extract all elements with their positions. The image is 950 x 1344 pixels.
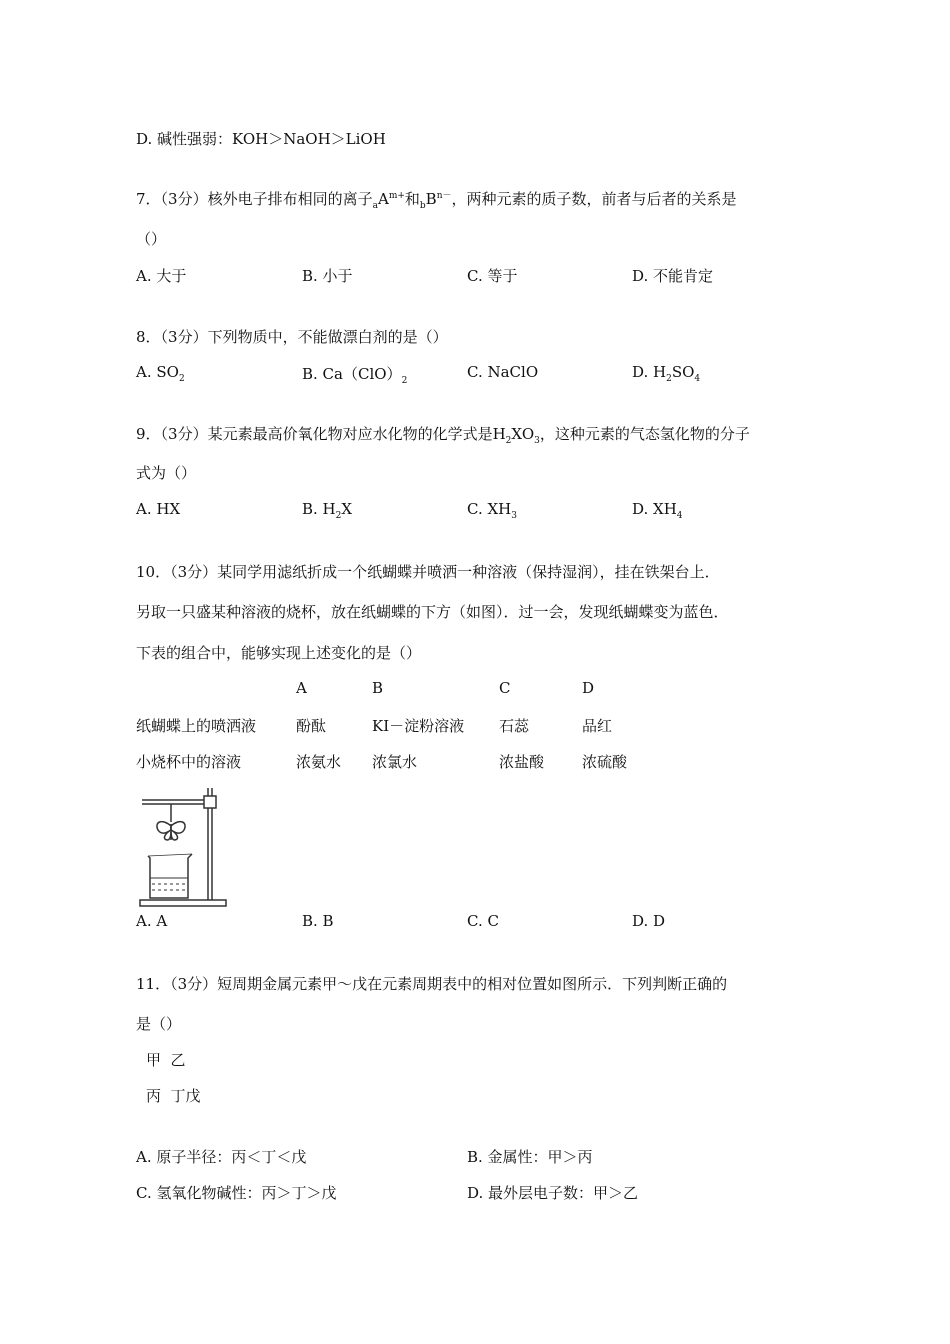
q10-table-row2-d: 浓硫酸 (582, 753, 628, 771)
q7-ion1-prefix: a (372, 201, 378, 211)
q11-option-d: D. 最外层电子数：甲＞乙 (467, 1184, 639, 1202)
q9-stem-text-a: 9．（3分）某元素最高价氧化物对应水化物的化学式是H (136, 425, 506, 443)
q9-option-d-text: D. XH (632, 500, 677, 518)
q10-table-row1-d: 品红 (582, 717, 613, 735)
q8-option-b (302, 363, 407, 384)
q8-option-d-text: D. H (632, 363, 667, 381)
q11-option-b: B. 金属性：甲＞丙 (467, 1148, 593, 1166)
q7-option-b: B. 小于 (302, 267, 353, 285)
q7-option-d: D. 不能肯定 (632, 267, 714, 285)
q8-option-c: C. NaClO (467, 363, 539, 381)
q7-ion2-prefix: b (419, 201, 426, 211)
q8-option-a-text: A. SO (136, 363, 179, 381)
q11-grid-row1: 甲 乙 (146, 1051, 186, 1069)
q10-table-header-c: C (499, 679, 511, 697)
q7-stem (136, 188, 737, 209)
q10-table-row1-label: 纸蝴蝶上的喷洒液 (136, 717, 257, 735)
q7-ion2-base: B (425, 190, 437, 208)
q10-option-a: A. A (136, 912, 168, 930)
beaker (148, 854, 192, 898)
q9-stem-line2: 式为（） (136, 464, 197, 482)
q10-table-row1-c: 石蕊 (499, 717, 530, 735)
q9-stem-text-c: ，这种元素的气态氢化物的分子 (539, 425, 750, 443)
q7-option-a: A. 大于 (136, 267, 187, 285)
q10-stem-line1: 10．（3分）某同学用滤纸折成一个纸蝴蝶并喷洒一种溶液（保持湿润），挂在铁架台上． (136, 563, 720, 581)
q9-stem (136, 423, 750, 444)
q9-option-d-sub: 4 (676, 511, 683, 521)
q8-option-b-text: B. Ca（ClO） (302, 365, 402, 383)
q9-sub1: 2 (505, 436, 512, 446)
q7-stem-text-a: 7．（3分）核外电子排布相同的离子 (136, 190, 373, 208)
q7-ion1-charge: m+ (388, 191, 405, 201)
q10-table-header-a: A (296, 679, 307, 697)
q9-option-c (467, 500, 517, 521)
q8-option-d-mid: SO (671, 363, 695, 381)
q10-table-header-b: B (372, 679, 384, 697)
q10-table-header-d: D (582, 679, 595, 697)
stand-base (140, 900, 226, 906)
q8-option-d (632, 363, 701, 384)
q9-option-b-sub: 2 (335, 511, 342, 521)
q9-option-b-text: B. H (302, 500, 336, 518)
q8-option-a (136, 363, 185, 384)
q10-stem-line3: 下表的组合中，能够实现上述变化的是（） (136, 644, 422, 662)
q9-option-c-sub: 3 (511, 511, 517, 521)
q9-option-b (302, 500, 353, 521)
q10-table-row1-a: 酚酞 (296, 717, 327, 735)
q9-option-c-text: C. XH (467, 500, 512, 518)
q7-stem-text-c: ，两种元素的质子数，前者与后者的关系是 (451, 190, 737, 208)
q10-table-row2-b: 浓氯水 (372, 753, 418, 771)
q8-option-a-sub: 2 (178, 374, 185, 384)
q10-stem-line2: 另取一只盛某种溶液的烧杯，放在纸蝴蝶的下方（如图）．过一会，发现纸蝴蝶变为蓝色． (136, 603, 729, 621)
q8-option-b-sub: 2 (401, 376, 408, 386)
q11-option-a: A. 原子半径：丙＜丁＜戊 (136, 1148, 307, 1166)
iron-stand-beaker-figure (138, 786, 230, 910)
q11-grid-row2: 丙 丁戊 (146, 1087, 201, 1105)
q7-option-c: C. 等于 (467, 267, 518, 285)
q10-table-row2-a: 浓氨水 (296, 753, 342, 771)
q9-sub2: 3 (534, 436, 540, 446)
q9-option-a: A. HX (136, 500, 181, 518)
q10-table-row2-label: 小烧杯中的溶液 (136, 753, 242, 771)
q10-option-c: C. C (467, 912, 499, 930)
q9-stem-text-b: XO (511, 425, 535, 443)
q11-option-c: C. 氢氧化物碱性：丙＞丁＞戊 (136, 1184, 337, 1202)
q11-stem-line1: 11．（3分）短周期金属元素甲～戊在元素周期表中的相对位置如图所示．下列判断正确的 (136, 975, 728, 993)
q9-option-b-post: X (341, 500, 353, 518)
paper-butterfly (157, 822, 185, 840)
q7-ion2-charge: n－ (436, 191, 452, 201)
q7-stem-text-b: 和 (404, 190, 420, 208)
q10-table-row2-c: 浓盐酸 (499, 753, 545, 771)
q6-option-d: D. 碱性强弱：KOH＞NaOH＞LiOH (136, 130, 386, 148)
q10-option-d: D. D (632, 912, 666, 930)
q9-option-d (632, 500, 683, 521)
q10-option-b: B. B (302, 912, 334, 930)
q10-table-row1-b: KI－淀粉溶液 (372, 717, 465, 735)
q8-option-d-sub1: 2 (666, 374, 672, 384)
q8-stem: 8．（3分）下列物质中，不能做漂白剂的是（） (136, 328, 448, 346)
q7-stem-line2: （） (136, 230, 167, 248)
q7-ion1-base: A (377, 190, 389, 208)
q8-option-d-sub2: 4 (694, 374, 701, 384)
q11-stem-line2: 是（） (136, 1015, 182, 1033)
